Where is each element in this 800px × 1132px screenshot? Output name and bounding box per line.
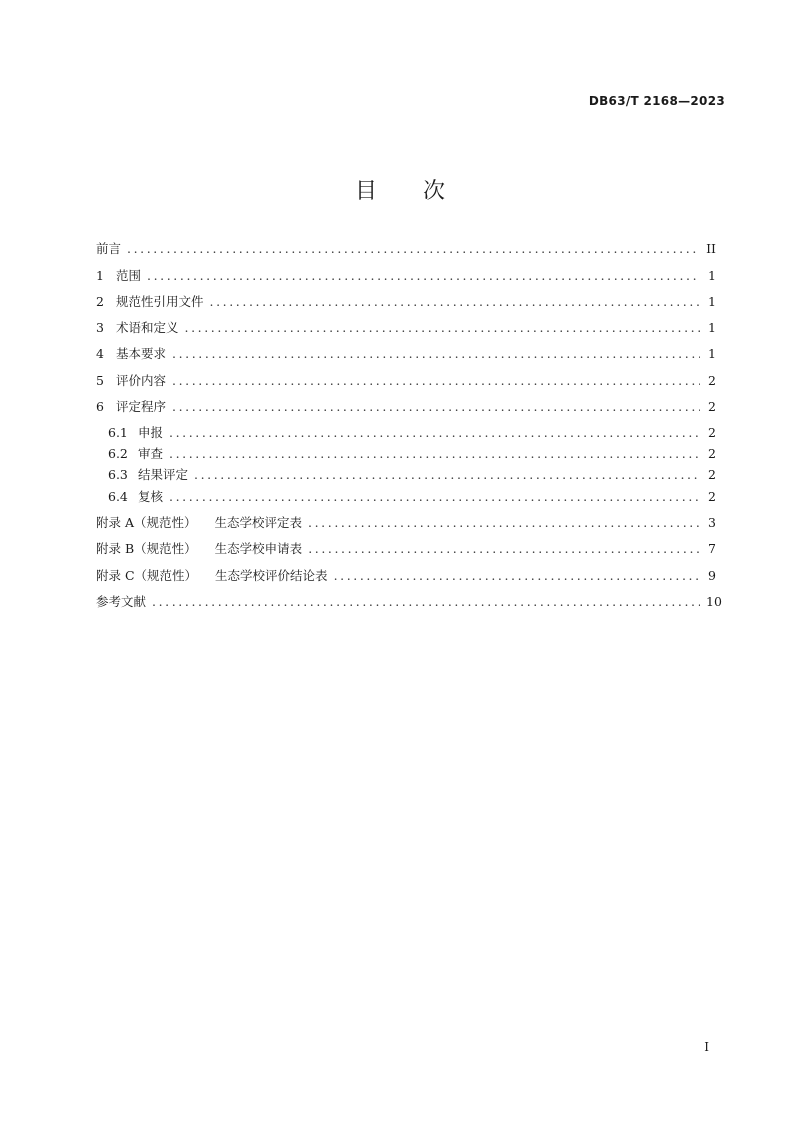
toc-entry-normative-references[interactable] bbox=[96, 292, 716, 312]
toc-entry-label: 前言 bbox=[96, 241, 122, 256]
toc-entry-number: 6.1 bbox=[108, 425, 128, 440]
toc-appendix-tag: 附录 A（规范性） bbox=[96, 515, 197, 530]
toc-entry-result-assessment[interactable] bbox=[108, 465, 716, 485]
page-number: I bbox=[704, 1040, 709, 1054]
toc-leader-dots bbox=[185, 318, 700, 338]
toc-entry-label: 生态学校评定表 bbox=[214, 515, 303, 530]
toc-entry-number: 6.2 bbox=[108, 446, 128, 461]
toc-entry-page: 2 bbox=[708, 489, 716, 504]
toc-entry-terms-definitions[interactable] bbox=[96, 318, 716, 338]
toc-entry-page: 9 bbox=[708, 568, 716, 583]
toc-entry-page: 2 bbox=[708, 425, 716, 440]
toc-leader-dots bbox=[308, 513, 700, 533]
toc-entry-foreword[interactable] bbox=[96, 239, 716, 259]
toc-entry-label: 申报 bbox=[138, 425, 164, 440]
toc-leader-dots bbox=[334, 566, 700, 586]
toc-entry-label: 生态学校评价结论表 bbox=[215, 568, 328, 583]
toc-entry-number: 6.3 bbox=[108, 467, 128, 482]
toc-appendix-tag: 附录 C（规范性） bbox=[96, 568, 198, 583]
toc-entry-page: 1 bbox=[708, 346, 716, 361]
toc-entry-recheck[interactable] bbox=[108, 487, 716, 507]
toc-entry-appendix-a[interactable] bbox=[96, 513, 716, 533]
toc-entry-label: 规范性引用文件 bbox=[116, 294, 204, 309]
toc-leader-dots bbox=[152, 592, 700, 612]
title-char-1: 目 bbox=[354, 179, 377, 204]
toc-entry-label: 基本要求 bbox=[116, 346, 167, 361]
toc-entry-page: 2 bbox=[708, 373, 716, 388]
toc-appendix-tag: 附录 B（规范性） bbox=[96, 541, 197, 556]
toc-entry-evaluation-content[interactable] bbox=[96, 371, 716, 391]
standard-code: DB63/T 2168—2023 bbox=[588, 94, 725, 108]
toc-leader-dots bbox=[172, 344, 700, 364]
toc-leader-dots bbox=[147, 266, 700, 286]
toc-entry-appendix-b[interactable] bbox=[96, 539, 716, 559]
toc-entry-number: 2 bbox=[96, 294, 104, 309]
toc-leader-dots bbox=[210, 292, 700, 312]
toc-entry-label: 评定程序 bbox=[116, 399, 167, 414]
toc-entry-label: 参考文献 bbox=[96, 594, 147, 609]
title-char-2: 次 bbox=[423, 179, 446, 204]
toc-entry-bibliography[interactable] bbox=[96, 592, 722, 612]
toc-entry-label: 术语和定义 bbox=[116, 320, 179, 335]
toc-leader-dots bbox=[308, 539, 700, 559]
toc-entry-page: 2 bbox=[708, 446, 716, 461]
toc-leader-dots bbox=[169, 423, 700, 443]
toc-leader-dots bbox=[169, 487, 700, 507]
page-title bbox=[0, 174, 800, 205]
toc-entry-page: 1 bbox=[708, 294, 716, 309]
toc-entry-label: 范围 bbox=[116, 268, 142, 283]
toc-entry-page: 10 bbox=[706, 594, 722, 609]
toc-entry-page: 3 bbox=[708, 515, 716, 530]
toc-entry-review[interactable] bbox=[108, 444, 716, 464]
toc-leader-dots bbox=[194, 465, 700, 485]
toc-leader-dots bbox=[127, 239, 700, 259]
toc-entry-label: 审查 bbox=[138, 446, 164, 461]
toc-entry-page: II bbox=[706, 241, 716, 256]
toc-leader-dots bbox=[169, 444, 700, 464]
toc-entry-page: 7 bbox=[708, 541, 716, 556]
toc-entry-label: 生态学校申请表 bbox=[214, 541, 303, 556]
toc-entry-label: 复核 bbox=[138, 489, 164, 504]
toc-entry-page: 2 bbox=[708, 399, 716, 414]
toc-leader-dots bbox=[172, 371, 700, 391]
toc-entry-page: 1 bbox=[708, 320, 716, 335]
toc-entry-appendix-c[interactable] bbox=[96, 566, 716, 586]
toc-entry-number: 1 bbox=[96, 268, 104, 283]
toc-entry-basic-requirements[interactable] bbox=[96, 344, 716, 364]
toc-entry-number: 4 bbox=[96, 346, 104, 361]
toc-entry-application[interactable] bbox=[108, 423, 716, 443]
toc-entry-number: 6.4 bbox=[108, 489, 128, 504]
toc-entry-scope[interactable] bbox=[96, 266, 716, 286]
toc-entry-page: 1 bbox=[708, 268, 716, 283]
toc-entry-assessment-procedure[interactable] bbox=[96, 397, 716, 417]
toc-entry-label: 评价内容 bbox=[116, 373, 167, 388]
toc-leader-dots bbox=[172, 397, 700, 417]
toc-entry-page: 2 bbox=[708, 467, 716, 482]
toc-entry-number: 5 bbox=[96, 373, 104, 388]
toc-entry-number: 3 bbox=[96, 320, 104, 335]
toc-entry-number: 6 bbox=[96, 399, 104, 414]
toc-entry-label: 结果评定 bbox=[138, 467, 189, 482]
